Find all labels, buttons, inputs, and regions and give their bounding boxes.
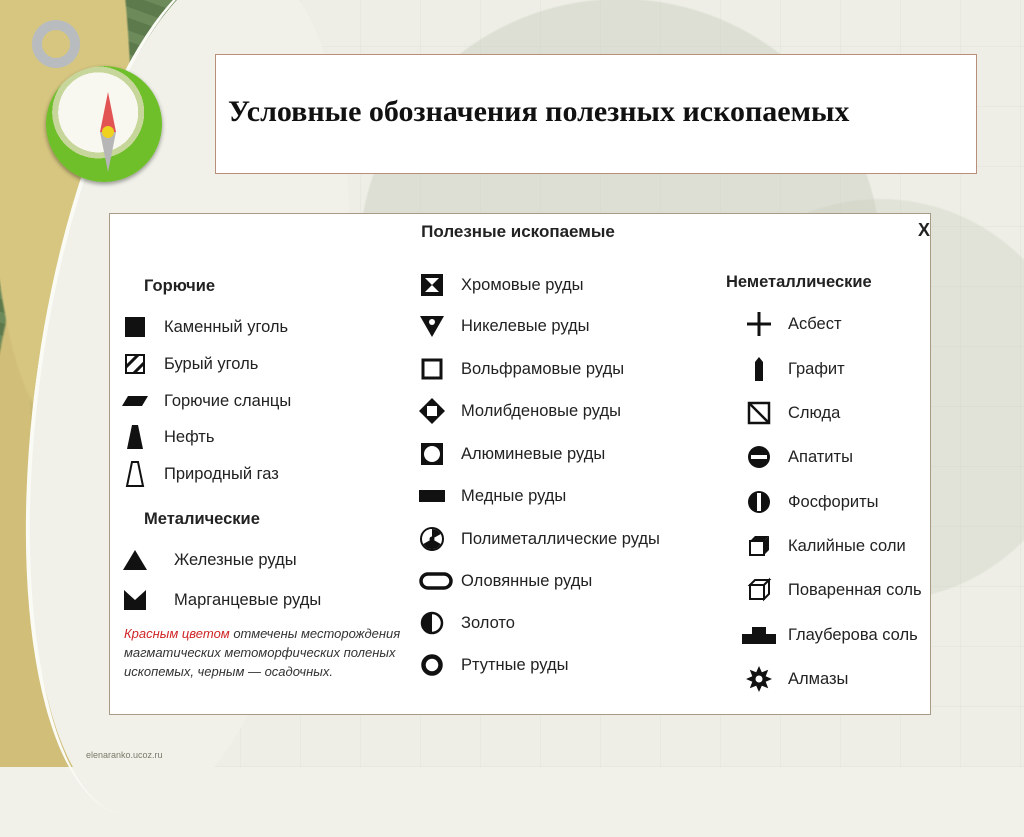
plus-icon: [746, 311, 772, 337]
stepped-bar-icon: [742, 622, 776, 648]
legend-label: Калийные соли: [788, 536, 906, 555]
legend-label: Глауберова соль: [788, 625, 918, 644]
legend-label: Полиметаллические руды: [461, 529, 660, 548]
legend-label: Апатиты: [788, 447, 853, 466]
legend-item: [419, 355, 624, 383]
legend-item: [746, 355, 845, 383]
legend-item: [746, 488, 879, 516]
star-icon: [746, 666, 772, 692]
legend-label: Каменный уголь: [164, 317, 289, 336]
legend-item: [419, 312, 590, 340]
legend-label: Алмазы: [788, 669, 849, 688]
title-box: [215, 54, 977, 174]
legend-item: [746, 665, 848, 693]
legend-item: [122, 423, 214, 451]
legend-label: Бурый уголь: [164, 354, 259, 373]
legend-label: Никелевые руды: [461, 316, 590, 335]
legend-label: Фосфориты: [788, 492, 879, 511]
note-text: отмечены месторождения магматических метоморфических поленых ископемых, черным — осадочных.: [124, 626, 401, 679]
heading-metal: Металические: [144, 510, 260, 528]
legend-item: [746, 399, 840, 427]
cut-mark: Х: [917, 220, 930, 240]
legend-item: [122, 313, 288, 341]
heading-nonmetal: Неметаллические: [726, 273, 872, 291]
legend-label: Горючие сланцы: [164, 391, 292, 410]
outline-square-icon: [419, 356, 445, 382]
legend-label: Марганцевые руды: [174, 590, 322, 609]
legend-label: Асбест: [788, 314, 842, 333]
radiation-circle-icon: [419, 526, 445, 552]
legend-item: [122, 460, 279, 488]
legend-item: [419, 567, 592, 595]
legend-label: Алюминевые руды: [461, 444, 606, 463]
note-red-text: Красным цветом: [124, 626, 230, 641]
legend-item: [122, 387, 291, 415]
legend-label: Железные руды: [174, 550, 297, 569]
legend-item: [122, 586, 321, 614]
ring-icon: [419, 652, 445, 678]
parallelogram-icon: [122, 388, 148, 414]
legend-label: Вольфрамовые руды: [461, 359, 625, 378]
legend-label: Природный газ: [164, 464, 279, 483]
legend-item: [122, 350, 258, 378]
legend-heading: Полезные ископаемые: [421, 222, 615, 241]
legend-item: [419, 482, 566, 510]
legend-item: [419, 271, 583, 299]
legend-label: Золото: [461, 613, 515, 632]
legend-label: Хромовые руды: [461, 275, 584, 294]
legend-label: Поваренная соль: [788, 580, 922, 599]
legend-item: [742, 621, 918, 649]
legend-item: [746, 310, 842, 338]
hatched-square-icon: [122, 351, 148, 377]
rounded-bar-icon: [419, 568, 453, 594]
circle-in-square-icon: [419, 441, 445, 467]
legend-item: [746, 443, 853, 471]
legend-item: [746, 532, 906, 560]
filled-trapezoid-icon: [122, 424, 148, 450]
minus-circle-icon: [746, 444, 772, 470]
legend-item: [419, 440, 605, 468]
heading-fuel: Горючие: [144, 277, 216, 295]
filled-rectangle-icon: [419, 483, 445, 509]
legend-label: Нефть: [164, 427, 215, 446]
diagonal-square-icon: [746, 400, 772, 426]
legend-label: Графит: [788, 359, 845, 378]
diamond-square-icon: [419, 398, 445, 424]
legend-item: [122, 546, 297, 574]
legend-item: [419, 525, 660, 553]
legend-panel: [109, 213, 931, 715]
legend-item: [419, 651, 568, 679]
notched-square-icon: [122, 587, 148, 613]
filled-triangle-icon: [122, 547, 148, 573]
half-circle-icon: [419, 610, 445, 636]
legend-item: [746, 576, 922, 604]
split-circle-icon: [746, 489, 772, 515]
outline-trapezoid-icon: [122, 461, 148, 487]
page-title: Условные обозначения полезных ископаемых: [228, 95, 850, 128]
legend-label: Слюда: [788, 403, 841, 422]
legend-note: [124, 624, 414, 681]
filled-square-icon: [122, 314, 148, 340]
source-footer: elenaranko.ucoz.ru: [86, 750, 163, 760]
compass-center-icon: [102, 126, 114, 138]
compass-needle-south-icon: [100, 132, 116, 172]
outline-cube-icon: [746, 577, 772, 603]
legend-label: Оловянные руды: [461, 571, 593, 590]
hourglass-square-icon: [419, 272, 445, 298]
filled-cube-icon: [746, 533, 772, 559]
legend-label: Молибденовые руды: [461, 401, 621, 420]
legend-label: Медные руды: [461, 486, 567, 505]
legend-label: Ртутные руды: [461, 655, 569, 674]
down-triangle-icon: [419, 313, 445, 339]
compass-ring-icon: [32, 20, 80, 68]
pointed-bar-icon: [746, 356, 772, 382]
legend-item: [419, 609, 515, 637]
legend-item: [419, 397, 621, 425]
